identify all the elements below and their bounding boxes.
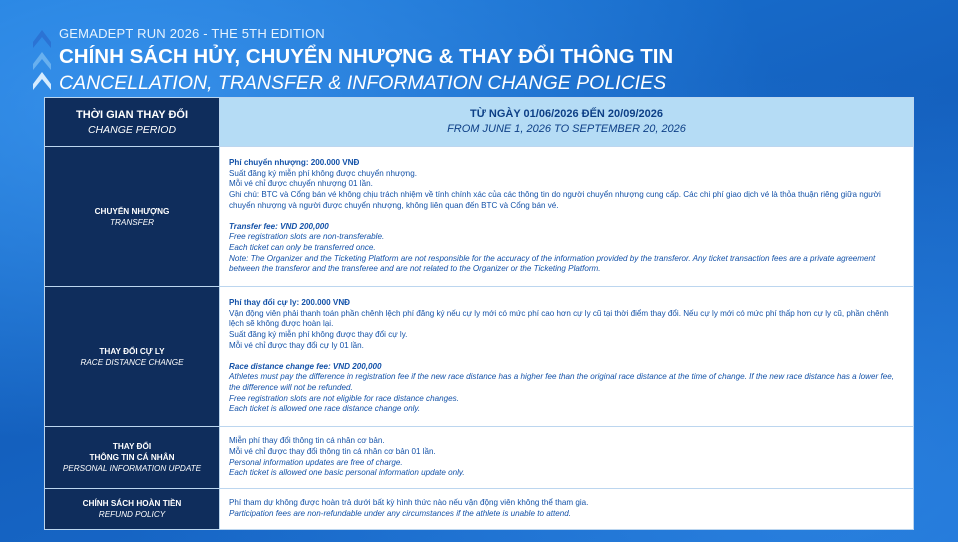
refund-label-en: REFUND POLICY — [98, 510, 166, 519]
distance-label — [45, 287, 220, 427]
distance-label-vi: THAY ĐỔI CỰ LY — [99, 346, 165, 356]
transfer-text: Suất đăng ký miễn phí không được chuyển nhượng. — [229, 168, 417, 178]
transfer-details — [220, 147, 914, 287]
transfer-fee-en: Transfer fee: VND 200,000 — [229, 221, 329, 231]
distance-text: Athletes must pay the difference in registration fee if the new race distance has a higher fee than the original race distance at the time of change. If the new race distance has a lower fee, the difference will not be refunded. — [229, 372, 894, 392]
refund-text: Participation fees are non-refundable under any circumstances if the athlete is unable to attend. — [229, 509, 571, 518]
change-period-label-en: CHANGE PERIOD — [87, 123, 177, 136]
personal-label-vi-2: THÔNG TIN CÁ NHÂN — [89, 453, 175, 462]
transfer-note-vi: Ghi chú: BTC và Cổng bán vé không chịu trách nhiệm về tính chính xác của các thông tin do người chuyển nhượng cung cấp. Các chi phí giao dịch vé là thỏa thuận riêng giữa người chuyển nhượng và người được chuyển nhượng, không liên quan đến BTC và Cổng bán vé. — [229, 190, 881, 210]
transfer-note-en: Note: The Organizer and the Ticketing Platform are not responsible for the accuracy of the information provided by the transferor. Any ticket transaction fees are a private agreement between the transferor and the transferee and are not related to the Organizer or the Ticketing Platform. — [229, 253, 876, 274]
transfer-label-en: TRANSFER — [109, 217, 155, 227]
personal-row — [45, 427, 914, 489]
transfer-text: Mỗi vé chỉ được chuyển nhượng 01 lần. — [229, 179, 373, 189]
distance-fee-en: Race distance change fee: VND 200,000 — [229, 361, 382, 371]
page-title-en: CANCELLATION, TRANSFER & INFORMATION CHANGE POLICIES — [59, 72, 667, 94]
personal-label — [45, 427, 220, 489]
personal-text: Miễn phí thay đổi thông tin cá nhân cơ bản. — [229, 436, 385, 446]
transfer-label — [45, 147, 220, 287]
personal-text: Personal information updates are free of charge. — [229, 457, 403, 467]
distance-text: Vận động viên phải thanh toán phần chênh lệch phí đăng ký nếu cự ly mới có mức phí cao hơn cự ly cũ tại thời điểm thay đổi. Nếu cự ly mới có mức phí thấp hơn cự ly cũ, phần chênh lệch sẽ không được hoàn lại. — [229, 308, 889, 329]
distance-row — [45, 287, 914, 427]
change-period-row — [45, 98, 914, 147]
distance-text: Mỗi vé chỉ được thay đổi cự ly 01 lần. — [229, 340, 364, 350]
personal-text: Each ticket is allowed one basic personal information update only. — [229, 468, 465, 478]
transfer-text: Each ticket can only be transferred once. — [229, 242, 376, 252]
transfer-fee-vi: Phí chuyển nhượng: 200.000 VNĐ — [229, 157, 360, 167]
refund-row — [45, 489, 914, 530]
change-period-label — [45, 98, 220, 147]
page-title-vi: CHÍNH SÁCH HỦY, CHUYỂN NHƯỢNG & THAY ĐỔI THÔNG TIN — [59, 45, 674, 68]
transfer-text: Free registration slots are non-transferable. — [229, 232, 385, 242]
distance-label-en: RACE DISTANCE CHANGE — [80, 357, 184, 367]
change-period-value — [220, 98, 914, 147]
edition-label: GEMADEPT RUN 2026 - THE 5TH EDITION — [59, 26, 325, 41]
transfer-row — [45, 147, 914, 287]
personal-label-en: PERSONAL INFORMATION UPDATE — [62, 464, 202, 473]
personal-details — [220, 427, 914, 489]
change-period-value-vi: TỪ NGÀY 01/06/2026 ĐẾN 20/09/2026 — [470, 108, 663, 120]
distance-text: Suất đăng ký miễn phí không được thay đổi cự ly. — [229, 330, 408, 340]
personal-label-vi-1: THAY ĐỔI — [112, 442, 152, 451]
distance-details — [220, 287, 914, 427]
refund-details — [220, 489, 914, 530]
transfer-label-vi: CHUYỂN NHƯỢNG — [94, 206, 170, 216]
refund-text: Phí tham dự không được hoàn trả dưới bất kỳ hình thức nào nếu vận động viên không thể tham gia. — [229, 498, 589, 508]
change-period-label-vi: THỜI GIAN THAY ĐỔI — [75, 108, 189, 121]
personal-text: Mỗi vé chỉ được thay đổi thông tin cá nhân cơ bản 01 lần. — [229, 446, 436, 456]
distance-fee-vi: Phí thay đổi cự ly: 200.000 VNĐ — [229, 297, 351, 307]
policy-table — [44, 97, 914, 530]
refund-label — [45, 489, 220, 530]
distance-text: Free registration slots are not eligible for race distance changes. — [229, 393, 459, 403]
change-period-value-en: FROM JUNE 1, 2026 TO SEPTEMBER 20, 2026 — [447, 123, 686, 135]
distance-text: Each ticket is allowed one race distance change only. — [229, 404, 421, 414]
refund-label-vi: CHÍNH SÁCH HOÀN TIỀN — [82, 499, 182, 508]
chevron-stack-logo-icon — [32, 26, 52, 90]
